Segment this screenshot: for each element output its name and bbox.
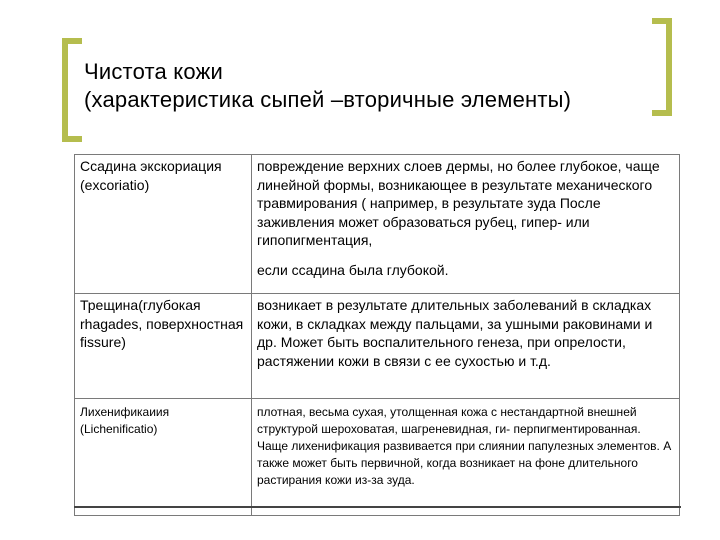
- left-bracket-decoration: [62, 38, 82, 142]
- table-row: [75, 294, 680, 399]
- description-extra-text: если ссадина была глубокой.: [257, 261, 449, 278]
- table-bottom-rule: [74, 506, 681, 508]
- right-bracket-decoration: [652, 18, 672, 116]
- elements-table: [74, 154, 680, 516]
- slide-title: [84, 58, 571, 114]
- term-cell: Лихенификаиия (Lichenificatio): [75, 399, 252, 516]
- term-cell: Трещина(глубокая rhagades, поверхностная fissure): [75, 294, 252, 399]
- table-row: [75, 399, 680, 516]
- table-row: [75, 155, 680, 294]
- description-cell: [252, 155, 680, 294]
- term-cell: Ссадина экскориация (excoriatio): [75, 155, 252, 294]
- title-line-1: Чистота кожи: [84, 59, 223, 84]
- description-cell: возникает в результате длительных заболеваний в складках кожи, в складках между пальцами, за ушными раковинами и др. Может быть воспалительного генеза, при опрелости, растяжении кожи в связи с ее сухостью и т.д.: [252, 294, 680, 399]
- title-line-2: (характеристика сыпей –вторичные элементы): [84, 87, 572, 112]
- description-cell: плотная, весьма сухая, утолщенная кожа с нестандартной внешней структурой шероховатая, шагреневидная, ги- перпигментированная. Чаще лихенификация развивается при слиянии папулезных элементов. А также может быть первичной, когда возникает на фоне длительного растирания кожи из-за зуда.: [252, 399, 680, 516]
- description-text: повреждение верхних слоев дермы, но более глубокое, чаще линейной формы, возникающее в результате механического травмирования ( например, в результате зуда После заживления может образоваться рубец, гипер- или гипопигментация,: [257, 158, 660, 248]
